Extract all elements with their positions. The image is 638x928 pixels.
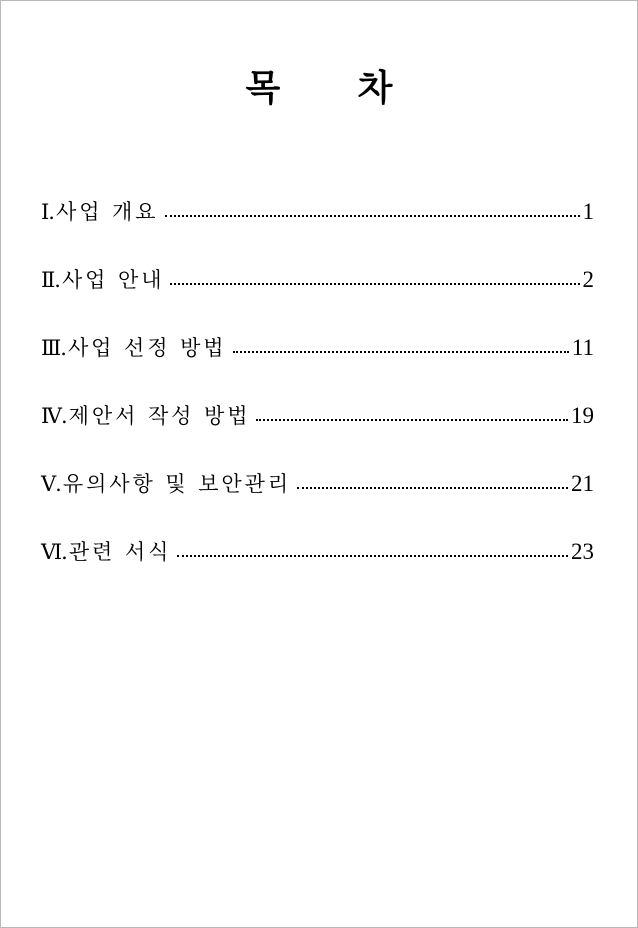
toc-number: Ⅱ. <box>41 268 60 292</box>
toc-label: 관련 서식 <box>68 540 172 564</box>
dot-leader <box>177 555 568 557</box>
dot-leader <box>256 419 568 421</box>
toc-number: Ⅵ. <box>41 540 67 564</box>
table-of-contents <box>41 195 594 603</box>
toc-page-number: 1 <box>582 199 594 224</box>
page-title: 목 차 <box>245 68 425 109</box>
dot-leader <box>165 215 580 217</box>
toc-label: 사업 선정 방법 <box>67 336 227 360</box>
toc-page-number: 19 <box>571 403 594 428</box>
toc-entry-guide[interactable] <box>41 263 594 297</box>
toc-page-number: 2 <box>582 267 594 292</box>
toc-number: Ⅳ. <box>41 404 67 428</box>
toc-page-number: 23 <box>571 539 594 564</box>
toc-entry-precautions[interactable] <box>41 467 594 501</box>
toc-number: Ⅲ. <box>41 336 66 360</box>
toc-label: 유의사항 및 보안관리 <box>62 472 292 496</box>
toc-entry-selection[interactable] <box>41 331 594 365</box>
toc-entry-overview[interactable] <box>41 195 594 229</box>
toc-label: 제안서 작성 방법 <box>68 404 251 428</box>
toc-entry-forms[interactable] <box>41 535 594 569</box>
toc-label: 사업 개요 <box>55 200 159 224</box>
toc-label: 사업 안내 <box>61 268 165 292</box>
toc-page-number: 21 <box>571 471 594 496</box>
toc-page-number: 11 <box>571 335 594 360</box>
dot-leader <box>170 283 579 285</box>
dot-leader <box>297 487 568 489</box>
toc-number: Ⅴ. <box>41 472 61 496</box>
dot-leader <box>233 351 569 353</box>
toc-entry-proposal[interactable] <box>41 399 594 433</box>
toc-number: Ⅰ. <box>41 200 54 224</box>
